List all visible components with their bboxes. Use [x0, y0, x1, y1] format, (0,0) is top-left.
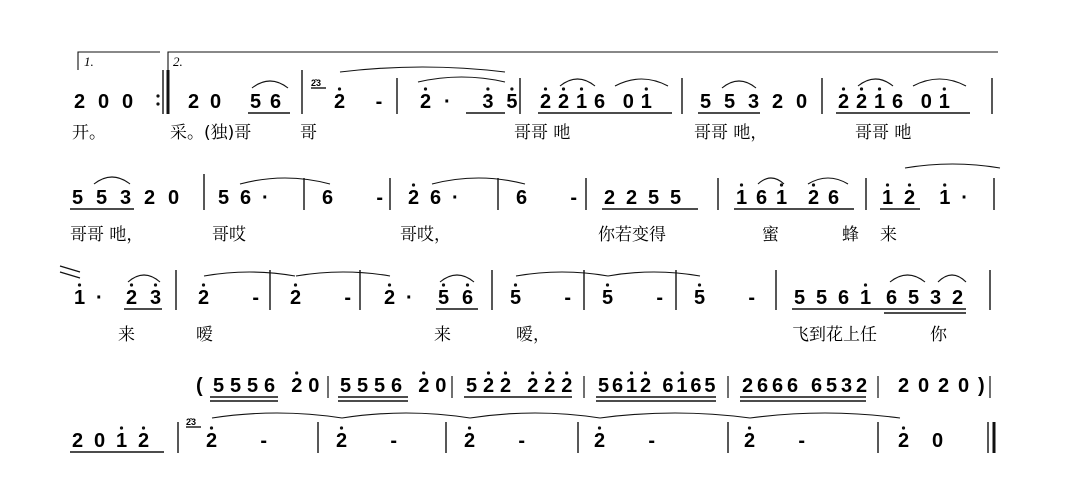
interlude-note-group: (	[196, 375, 203, 397]
note-group: ·	[262, 187, 269, 209]
interlude-note-group: 5	[340, 375, 352, 397]
note-group: 2	[604, 187, 616, 209]
note-group: 6	[270, 91, 282, 113]
note-group: 6	[240, 187, 252, 209]
note-group: 5	[724, 91, 736, 113]
interlude-note-group: 0	[435, 375, 447, 397]
note-group: 5	[96, 187, 108, 209]
interlude-note-group: 1	[626, 375, 638, 397]
note-group: 5	[250, 91, 262, 113]
interlude-note-group: 2	[418, 375, 430, 397]
lyric: 蜂	[842, 225, 859, 245]
interlude-note-group: 6	[772, 375, 784, 397]
slur	[600, 413, 750, 418]
slur	[938, 275, 966, 282]
note-group: -	[564, 287, 572, 309]
interlude-note-group: 0	[918, 375, 930, 397]
note-group: ·	[96, 287, 103, 309]
note-group: 0	[622, 91, 634, 113]
slur	[470, 413, 600, 418]
note-group: 2	[188, 91, 200, 113]
interlude-note-group: 6	[391, 375, 403, 397]
octave-dot	[487, 371, 490, 374]
interlude-note-group: 5	[374, 375, 386, 397]
note-group: 2	[138, 430, 150, 452]
note-group: 5	[670, 187, 682, 209]
note-group: 1	[874, 91, 886, 113]
interlude-note-group: 5	[247, 375, 259, 397]
lyric: 哥哥 吔，	[70, 225, 144, 245]
note-group: ·	[452, 187, 459, 209]
slur	[750, 413, 900, 418]
interlude-note-group: 0	[308, 375, 320, 397]
note-group: 2	[838, 91, 850, 113]
slur	[913, 79, 966, 86]
note-group: -	[656, 287, 664, 309]
interlude-note-group: 2	[898, 375, 910, 397]
note-group: 5	[700, 91, 712, 113]
note-group: 6	[892, 91, 904, 113]
lyric: 采。(独)哥	[170, 123, 252, 143]
octave-dot	[548, 371, 551, 374]
note-group: 1	[776, 187, 788, 209]
note-group: 2	[336, 430, 348, 452]
note-group: 2	[540, 91, 552, 113]
note-group: 2	[772, 91, 784, 113]
octave-dot	[156, 94, 159, 97]
note-group: 5	[602, 287, 614, 309]
octave-dot	[295, 371, 298, 374]
note-group: 2	[408, 187, 420, 209]
lyric: 哥哎	[212, 225, 246, 245]
note-group: 6	[594, 91, 606, 113]
slur	[340, 67, 505, 72]
octave-dot	[680, 371, 683, 374]
interlude-note-group: 2	[640, 375, 652, 397]
octave-dot	[486, 87, 489, 90]
interlude-note-group: 2	[938, 375, 950, 397]
note-group: 2	[384, 287, 396, 309]
grace-note: 2̇3	[186, 417, 197, 427]
note-group: 6	[756, 187, 768, 209]
note-group: 0	[920, 91, 932, 113]
octave-dot	[78, 283, 81, 286]
slur	[615, 79, 668, 86]
note-group: 5	[794, 287, 806, 309]
slur	[342, 413, 470, 418]
note-group: 5	[218, 187, 230, 209]
octave-dot	[780, 183, 783, 186]
octave-dot	[943, 183, 946, 186]
note-group: 2	[290, 287, 302, 309]
interlude-note-group: 6	[264, 375, 276, 397]
interlude-note-group: 3	[841, 375, 853, 397]
note-group: 0	[168, 187, 180, 209]
note-group: 6	[430, 187, 442, 209]
octave-dot	[202, 283, 205, 286]
note-group: 2	[74, 91, 86, 113]
note-group: ·	[406, 287, 413, 309]
octave-dot	[388, 283, 391, 286]
slur	[905, 164, 1000, 168]
interlude-note-group: 6	[612, 375, 624, 397]
note-group: -	[798, 430, 806, 452]
slur	[560, 79, 595, 86]
slur	[418, 77, 505, 82]
octave-dot	[340, 426, 343, 429]
lyric: 飞到花上任	[792, 325, 877, 345]
interlude-note-group: 6	[787, 375, 799, 397]
note-group: 5	[438, 287, 450, 309]
note-group: 3	[930, 287, 942, 309]
note-group: -	[344, 287, 352, 309]
note-group: 5	[72, 187, 84, 209]
note-group: 6	[516, 187, 528, 209]
note-group: 1	[116, 430, 128, 452]
lyric: 蜜	[762, 225, 779, 245]
slur	[128, 275, 160, 282]
note-group: 2	[626, 187, 638, 209]
note-group: 3	[150, 287, 162, 309]
note-group: 2	[904, 187, 916, 209]
octave-dot	[698, 283, 701, 286]
note-group: 6	[838, 287, 850, 309]
octave-dot	[210, 426, 213, 429]
lyric: 哥哥 吔	[514, 123, 571, 143]
note-group: 1	[939, 187, 951, 209]
octave-dot	[645, 87, 648, 90]
note-group: 2	[558, 91, 570, 113]
lyric: 哥哥 吔，	[694, 123, 768, 143]
octave-dot	[466, 283, 469, 286]
note-group: 5	[506, 91, 518, 113]
octave-dot	[514, 283, 517, 286]
note-group: 1	[640, 91, 652, 113]
interlude-note-group: 5	[466, 375, 478, 397]
octave-dot	[902, 426, 905, 429]
interlude-note-group: 5	[826, 375, 838, 397]
octave-dot	[878, 87, 881, 90]
note-group: 2	[334, 91, 346, 113]
octave-dot	[120, 426, 123, 429]
note-group: 1	[938, 91, 950, 113]
note-group: 1	[882, 187, 894, 209]
note-group: 1	[576, 91, 588, 113]
octave-dot	[630, 371, 633, 374]
octave-dot	[565, 371, 568, 374]
interlude-note-group: 6	[811, 375, 823, 397]
interlude-note-group: 2	[483, 375, 495, 397]
note-group: 6	[886, 287, 898, 309]
interlude-note-group: 1	[676, 375, 688, 397]
note-group: 2	[144, 187, 156, 209]
note-group: 1	[74, 287, 86, 309]
slur	[608, 272, 700, 276]
note-group: 5	[908, 287, 920, 309]
volta-2-bracket	[168, 52, 998, 70]
slur	[296, 272, 390, 276]
interlude-note-group: 2	[561, 375, 573, 397]
volta-2-label: 2.	[173, 54, 183, 69]
interlude-note-group: 2	[500, 375, 512, 397]
octave-dot	[154, 283, 157, 286]
lyric: 哥哥 吔	[855, 123, 912, 143]
slur	[432, 178, 525, 184]
octave-dot	[812, 183, 815, 186]
octave-dot	[142, 426, 145, 429]
note-group: 3	[120, 187, 132, 209]
slur	[204, 272, 295, 276]
note-group: 2	[464, 430, 476, 452]
lyric: 你	[930, 325, 947, 345]
interlude-note-group: 6	[662, 375, 674, 397]
note-group: -	[648, 430, 656, 452]
note-group: 5	[510, 287, 522, 309]
note-group: 2	[126, 287, 138, 309]
octave-dot	[864, 283, 867, 286]
grace-note: 2̇3	[311, 78, 322, 88]
interlude-note-group: 2	[291, 375, 303, 397]
slur	[758, 178, 784, 184]
lyric: 开。	[72, 123, 106, 143]
octave-dot	[130, 283, 133, 286]
octave-dot	[598, 426, 601, 429]
note-group: 2	[198, 287, 210, 309]
interlude-note-group: 5	[598, 375, 610, 397]
note-group: -	[390, 430, 398, 452]
note-group: 2	[72, 430, 84, 452]
octave-dot	[740, 183, 743, 186]
lyric: 来	[118, 325, 135, 345]
note-group: 5	[648, 187, 660, 209]
lyric: 哥	[300, 123, 317, 143]
octave-dot	[422, 371, 425, 374]
note-group: -	[570, 187, 578, 209]
note-group: 0	[98, 91, 110, 113]
note-group: 0	[210, 91, 222, 113]
note-group: 6	[828, 187, 840, 209]
note-group: 2	[206, 430, 218, 452]
note-group: 0	[94, 430, 106, 452]
octave-dot	[468, 426, 471, 429]
octave-dot	[606, 283, 609, 286]
octave-dot	[943, 87, 946, 90]
volta-1-label: 1.	[84, 54, 94, 69]
octave-dot	[544, 87, 547, 90]
octave-dot	[424, 87, 427, 90]
octave-dot	[842, 87, 845, 90]
interlude-note-group: 0	[958, 375, 970, 397]
octave-dot	[886, 183, 889, 186]
slur	[890, 275, 925, 282]
note-group: 2	[898, 430, 910, 452]
interlude-note-group: 2	[742, 375, 754, 397]
note-group: -	[518, 430, 526, 452]
note-group: 2	[952, 287, 964, 309]
note-group: -	[260, 430, 268, 452]
octave-dot	[562, 87, 565, 90]
octave-dot	[531, 371, 534, 374]
note-group: 1	[860, 287, 872, 309]
note-group: 2	[744, 430, 756, 452]
note-group: ·	[444, 91, 451, 113]
octave-dot	[442, 283, 445, 286]
slur	[440, 275, 474, 282]
lyric: 你若变得	[598, 225, 666, 245]
tie-continuation-mark	[60, 266, 80, 278]
octave-dot	[338, 87, 341, 90]
note-group: 3	[482, 91, 494, 113]
lyric: 哥哎，	[400, 225, 451, 245]
note-group: 2	[594, 430, 606, 452]
octave-dot	[644, 371, 647, 374]
note-group: 6	[462, 287, 474, 309]
interlude-note-group: )	[978, 375, 985, 397]
interlude-note-group: 6	[757, 375, 769, 397]
interlude-note-group: 5	[357, 375, 369, 397]
interlude-note-group: 2	[527, 375, 539, 397]
octave-dot	[156, 102, 159, 105]
octave-dot	[748, 426, 751, 429]
note-group: 2	[856, 91, 868, 113]
interlude-note-group: 2	[544, 375, 556, 397]
note-group: 0	[122, 91, 134, 113]
slur	[722, 81, 756, 88]
note-group: 5	[816, 287, 828, 309]
note-group: 5	[694, 287, 706, 309]
note-group: 2	[808, 187, 820, 209]
slur	[240, 178, 330, 184]
slur	[858, 79, 893, 86]
note-group: -	[375, 91, 383, 113]
lyric: 嗳	[196, 325, 213, 345]
octave-dot	[580, 87, 583, 90]
note-group: 0	[932, 430, 944, 452]
slur	[516, 272, 608, 276]
note-group: 3	[748, 91, 760, 113]
octave-dot	[412, 183, 415, 186]
note-group: -	[376, 187, 384, 209]
slur	[808, 178, 848, 184]
note-group: -	[252, 287, 260, 309]
note-group: 0	[796, 91, 808, 113]
note-group: 1	[736, 187, 748, 209]
octave-dot	[504, 371, 507, 374]
note-group: ·	[961, 187, 968, 209]
octave-dot	[860, 87, 863, 90]
interlude-note-group: 6	[690, 375, 702, 397]
octave-dot	[510, 87, 513, 90]
lyric: 来	[880, 225, 897, 245]
interlude-note-group: 5	[230, 375, 242, 397]
interlude-note-group: 2	[856, 375, 868, 397]
lyric: 来	[434, 325, 451, 345]
slur	[94, 177, 130, 184]
interlude-note-group: 5	[704, 375, 716, 397]
slur	[212, 413, 342, 418]
lyric: 嗳，	[516, 325, 550, 345]
octave-dot	[294, 283, 297, 286]
note-group: -	[748, 287, 756, 309]
octave-dot	[908, 183, 911, 186]
note-group: 2	[420, 91, 432, 113]
interlude-note-group: 5	[213, 375, 225, 397]
note-group: 6	[322, 187, 334, 209]
slur	[252, 81, 288, 88]
